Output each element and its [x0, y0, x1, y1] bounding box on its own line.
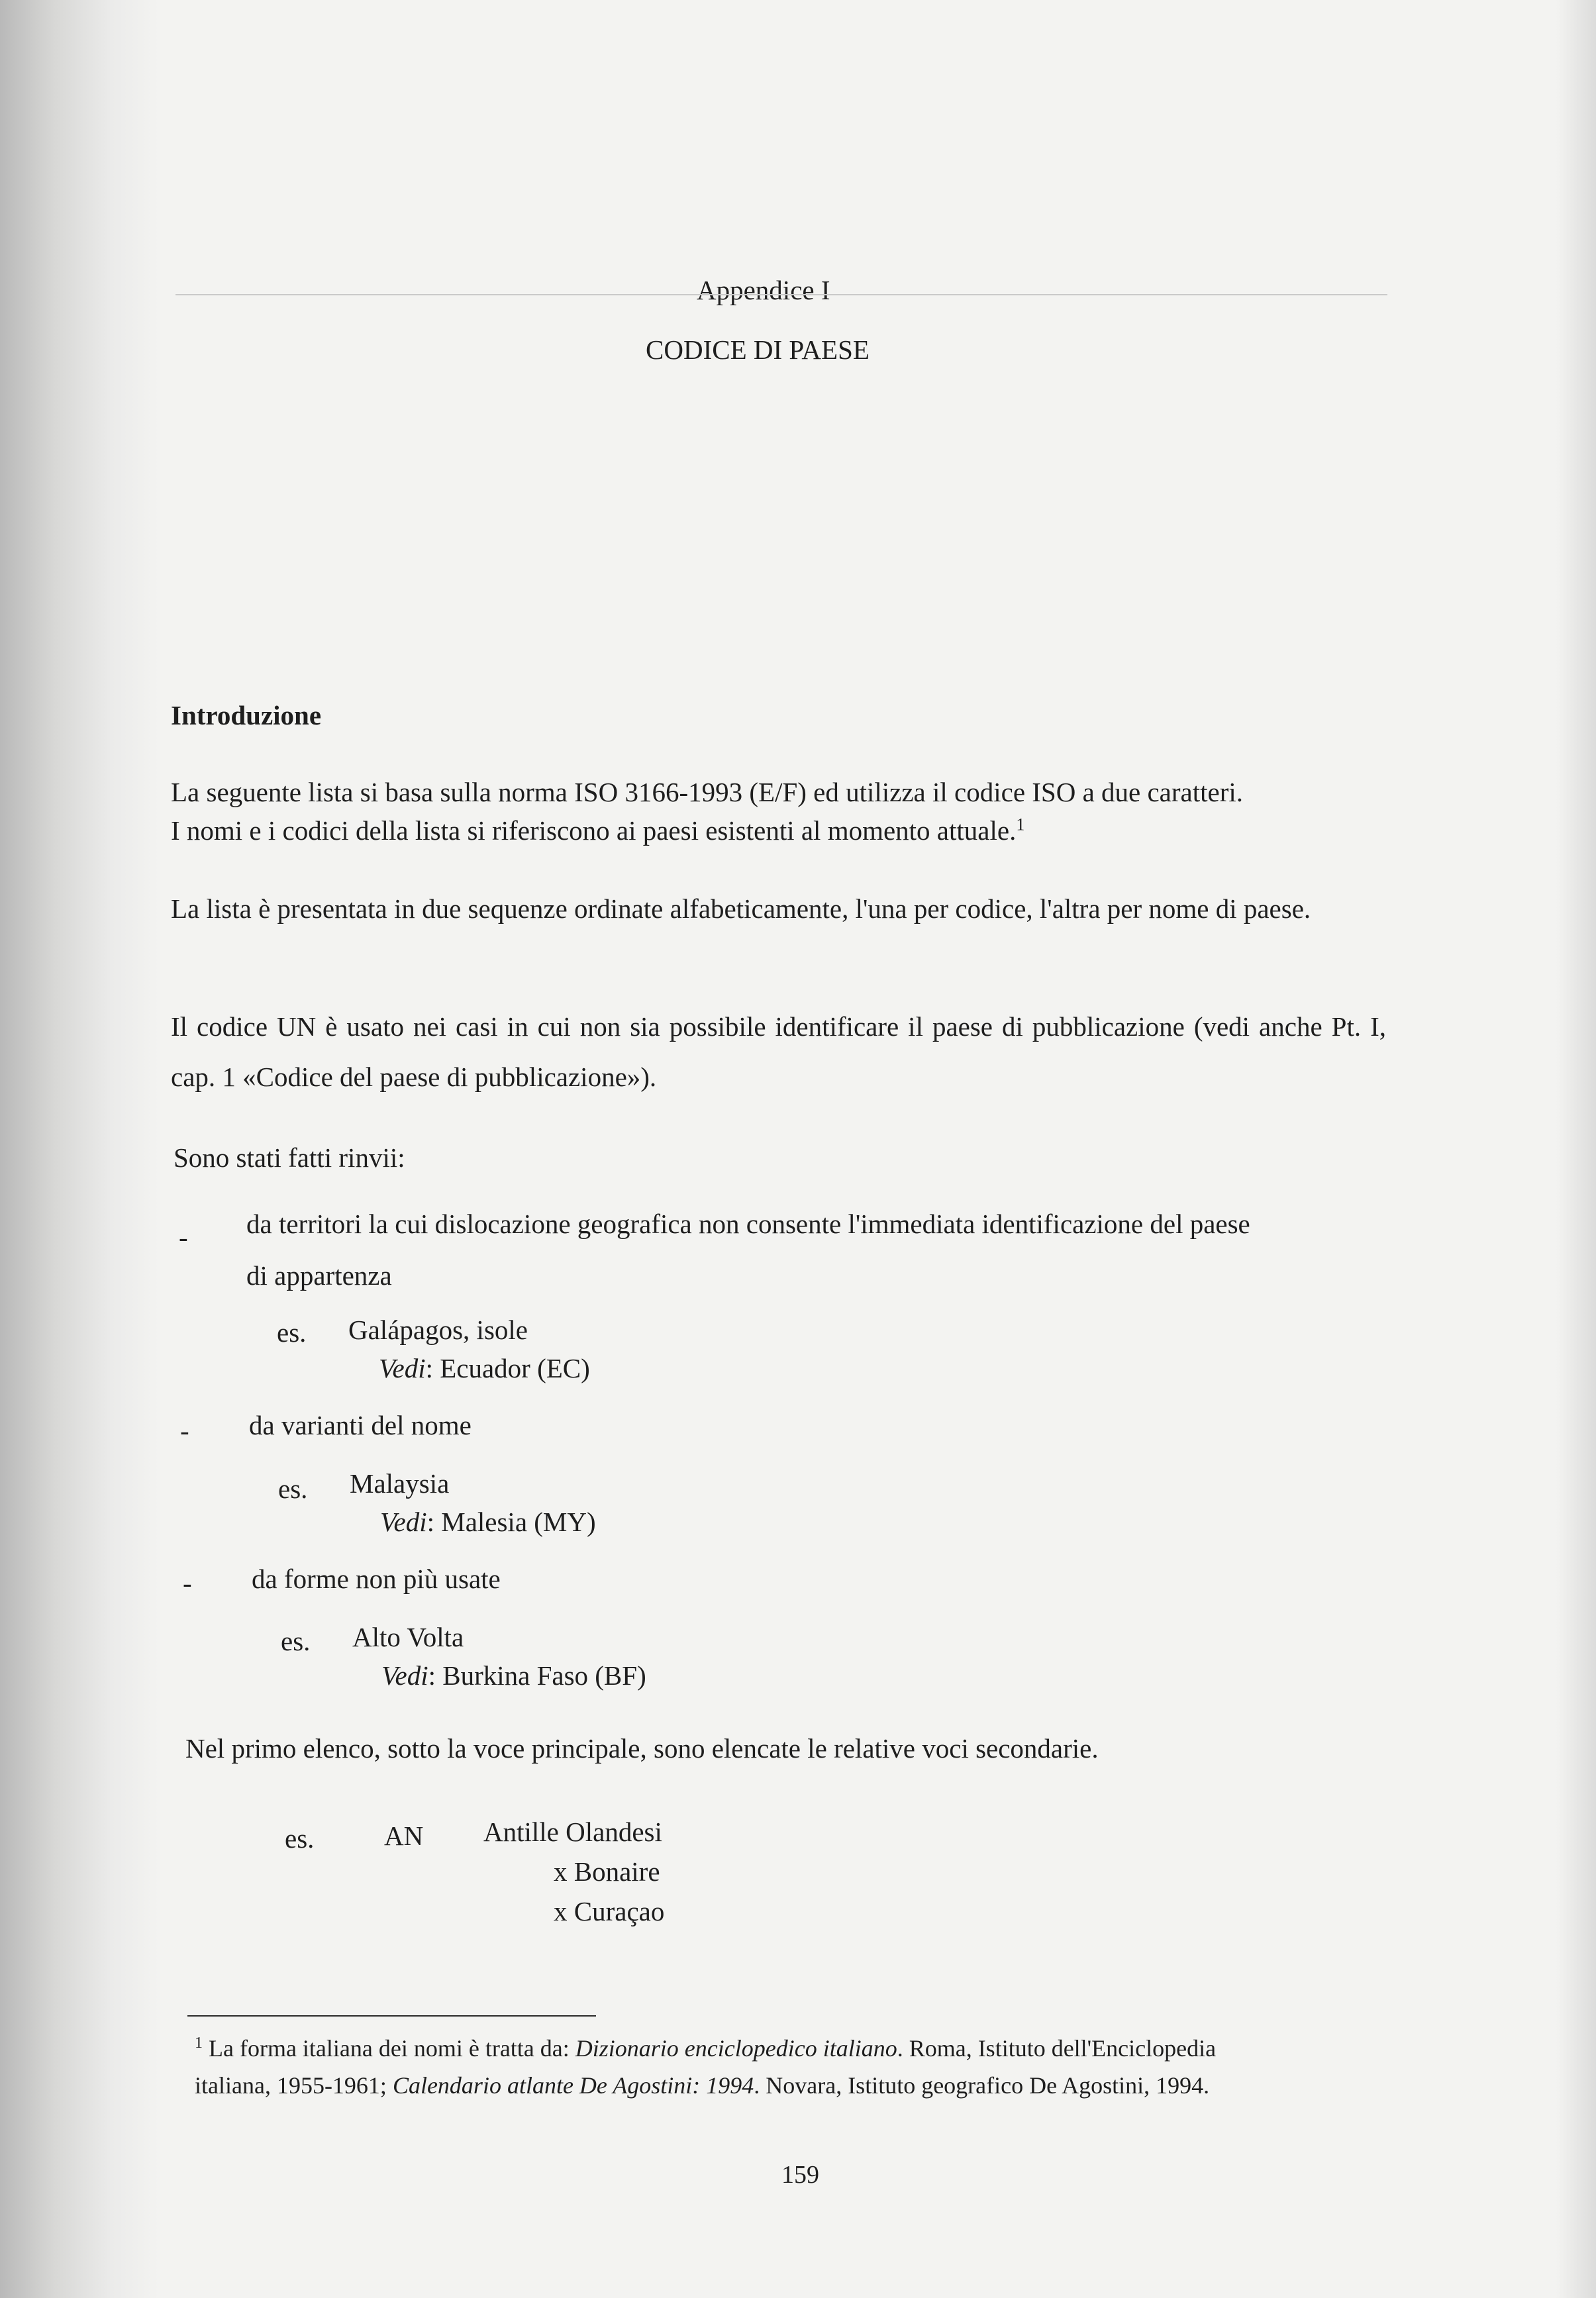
rinvio-3-text: da forme non più usate [252, 1564, 501, 1594]
rinvio-1-vedi [379, 1351, 590, 1386]
footnote-title: Calendario atlante De Agostini: 1994 [392, 2072, 754, 2099]
example-main-entry: Antille Olandesi [483, 1817, 662, 1847]
rinvio-1-es: es. [277, 1317, 307, 1348]
intro-paragraph-3: Il codice UN è usato nei casi in cui non sia possibile identificare il paese di pubblicazione (vedi anche Pt. I, cap. 1 «Codice del paese di pubblicazione»). [171, 1011, 1386, 1092]
example-secondary-entry-2: x Curaçao [554, 1896, 665, 1926]
vedi-label: Vedi [380, 1507, 427, 1537]
footnote-title: Dizionario enciclopedico italiano [575, 2035, 897, 2062]
intro-paragraph-2: La lista è presentata in due sequenze ordinate alfabeticamente, l'una per codice, l'altra per nome di paese. [171, 893, 1311, 924]
rinvio-2-example: Malaysia [350, 1468, 450, 1499]
rinvio-3-es: es. [281, 1626, 311, 1656]
page-title: CODICE DI PAESE [646, 334, 870, 365]
vedi-target: : Burkina Faso (BF) [428, 1660, 646, 1691]
intro-paragraph-4: Sono stati fatti rinvii: [174, 1142, 405, 1173]
header-rule [175, 294, 1387, 295]
rinvio-1-text-line-2: di appartenza [246, 1260, 392, 1291]
section-heading: Introduzione [171, 700, 322, 730]
rinvio-2-es: es. [278, 1474, 308, 1504]
footnote-text: La forma italiana dei nomi è tratta da: [209, 2035, 575, 2062]
rinvio-1-dash: - [179, 1222, 188, 1252]
rinvio-2-text: da varianti del nome [249, 1410, 472, 1440]
rinvio-3-vedi [381, 1658, 646, 1693]
example-code: AN [384, 1821, 424, 1851]
footnote-rule [187, 2015, 596, 2017]
intro-paragraph-1-text: I nomi e i codici della lista si riferiscono ai paesi esistenti al momento attuale. [171, 815, 1017, 846]
footnote-mark: 1 [195, 2034, 203, 2052]
footnote-text: italiana, 1955-1961; [195, 2072, 393, 2099]
rinvio-3-example: Alto Volta [352, 1622, 464, 1652]
vedi-target: : Malesia (MY) [426, 1507, 596, 1537]
rinvio-3-dash: - [183, 1568, 192, 1598]
vedi-label: Vedi [381, 1660, 428, 1691]
page-number: 159 [781, 2161, 819, 2189]
example-es: es. [285, 1823, 315, 1854]
intro-paragraph-1-line-1: La seguente lista si basa sulla norma ISO 3166-1993 (E/F) ed utilizza il codice ISO a due caratteri. [171, 777, 1243, 807]
page-edge-shadow [1556, 0, 1596, 2298]
vedi-target: : Ecuador (EC) [425, 1353, 590, 1383]
rinvio-1-text-line-1: da territori la cui dislocazione geografica non consente l'immediata identificazione del paese [246, 1209, 1250, 1239]
footnote-line-2 [195, 2070, 1209, 2101]
rinvio-2-dash: - [180, 1415, 189, 1446]
paragraph-5: Nel primo elenco, sotto la voce principale, sono elencate le relative voci secondarie. [185, 1733, 1099, 1764]
intro-paragraph-1-line-2 [171, 813, 1024, 848]
footnote-reference: 1 [1016, 815, 1025, 834]
vedi-label: Vedi [379, 1353, 426, 1383]
example-secondary-entry-1: x Bonaire [554, 1856, 660, 1887]
appendix-label: Appendice I [697, 275, 830, 305]
footnote-text: . Roma, Istituto dell'Enciclopedia [897, 2035, 1217, 2062]
page-gutter-shadow [0, 0, 159, 2298]
footnote-line-1 [195, 2033, 1216, 2064]
rinvio-2-vedi [380, 1505, 596, 1540]
rinvio-1-example: Galápagos, isole [348, 1315, 528, 1345]
footnote-text: . Novara, Istituto geografico De Agostini, 1994. [754, 2072, 1210, 2099]
